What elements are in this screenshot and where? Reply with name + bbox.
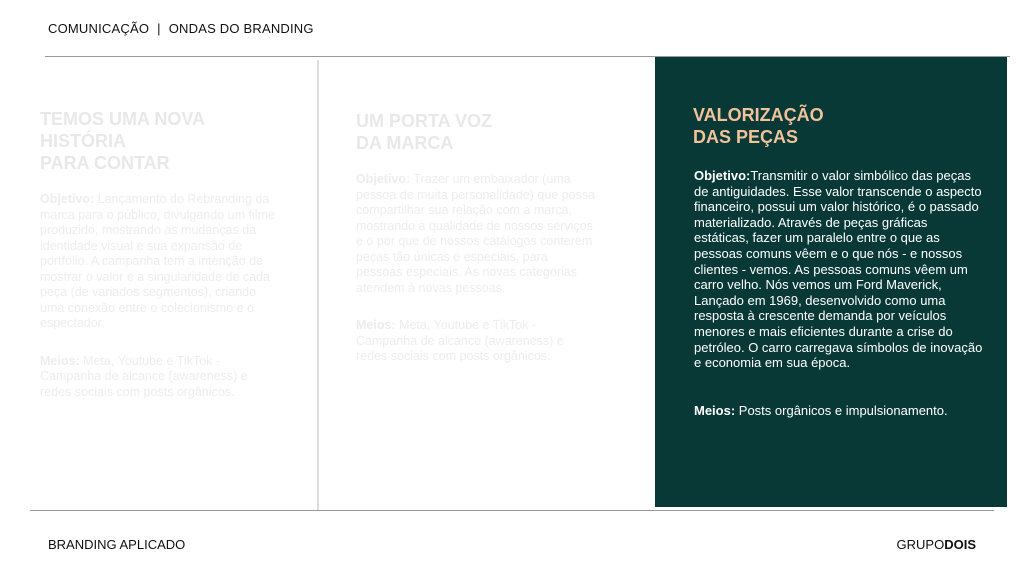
- means-label: Meios:: [356, 318, 396, 332]
- means-label: Meios:: [40, 353, 80, 368]
- means-label: Meios:: [694, 402, 736, 418]
- column-new-story: [40, 108, 280, 422]
- panel-title: [693, 104, 993, 148]
- column-title: [356, 110, 596, 154]
- column-divider: [317, 60, 319, 510]
- objective-paragraph: [356, 172, 596, 296]
- title-line: DA MARCA: [356, 133, 454, 153]
- objective-text: Lançamento do Rebranding da marca para o público, divulgando um filme produzido, mostrando as mudanças da identidade visual e sua expansão de portfólio. A campanha tem a intenção de mostrar o valor e a singularidade de cada peça (de variados segmentos), criando uma conexão entre o colecionismo e o espectador.: [40, 192, 275, 330]
- objective-text: Trazer um embaixador (uma pessoa de muita personalidade) que possa compartilhar sua relação com a marca, mostrando a qualidade de nossos serviços e o por que de nossos catálogos conterem peças tão únicas e especiais, para pessoas especiais. As novas categorias atendem à novas pessoas.: [356, 172, 596, 295]
- objective-label: Objetivo:: [40, 192, 95, 206]
- column-spokesperson: [356, 110, 596, 387]
- means-text: Meta, Youtube e TikTok - Campanha de alcance (awareness) e redes sociais com posts orgânicos.: [356, 318, 564, 363]
- footer-label: BRANDING APLICADO: [48, 537, 186, 552]
- header-subsection: ONDAS DO BRANDING: [168, 21, 314, 36]
- bottom-divider: [30, 510, 994, 511]
- brand-logo: [897, 537, 976, 552]
- means-paragraph: [356, 318, 596, 365]
- column-title: [40, 108, 280, 174]
- brand-bold: DOIS: [944, 537, 976, 552]
- means-text: Meta, Youtube e TikTok - Campanha de alcance (awareness) e redes sociais com posts orgânicos.: [40, 353, 248, 399]
- objective-paragraph: [694, 168, 984, 371]
- header-separator: |: [157, 21, 161, 36]
- panel-body: [694, 168, 984, 450]
- means-paragraph: [694, 403, 984, 419]
- objective-label: Objetivo:: [694, 168, 751, 183]
- title-line: VALORIZAÇÃO: [693, 105, 824, 125]
- title-line: HISTÓRIA: [40, 131, 127, 151]
- highlight-panel: [655, 57, 1007, 507]
- objective-paragraph: [40, 192, 280, 332]
- means-paragraph: [40, 354, 280, 401]
- objective-text: Transmitir o valor simbólico das peças de antiguidades. Esse valor transcende o aspecto financeiro, possui um valor histórico, é o passado materializado. Através de peças gráficas estáticas, fazer um paralelo entre o que as pessoas comuns vêem e o que nós - e nossos clientes - vemos. As pessoas comuns vêem um carro velho. Nós vemos um Ford Maverick, Lançado em 1969, desenvolvido como uma resposta à crescente demanda por veículos menores e mais eficientes durante a crise do petróleo. O carro carregava símbolos de inovação e economia em sua época.: [694, 168, 983, 371]
- header-section: COMUNICAÇÃO: [48, 21, 150, 36]
- means-text: Posts orgânicos e impulsionamento.: [735, 402, 948, 418]
- brand-light: GRUPO: [896, 537, 945, 552]
- page-header: [48, 21, 314, 36]
- title-line: DAS PEÇAS: [693, 127, 799, 147]
- objective-label: Objetivo:: [356, 172, 411, 186]
- title-line: PARA CONTAR: [40, 153, 170, 173]
- title-line: UM PORTA VOZ: [356, 111, 492, 131]
- title-line: TEMOS UMA NOVA: [40, 109, 205, 129]
